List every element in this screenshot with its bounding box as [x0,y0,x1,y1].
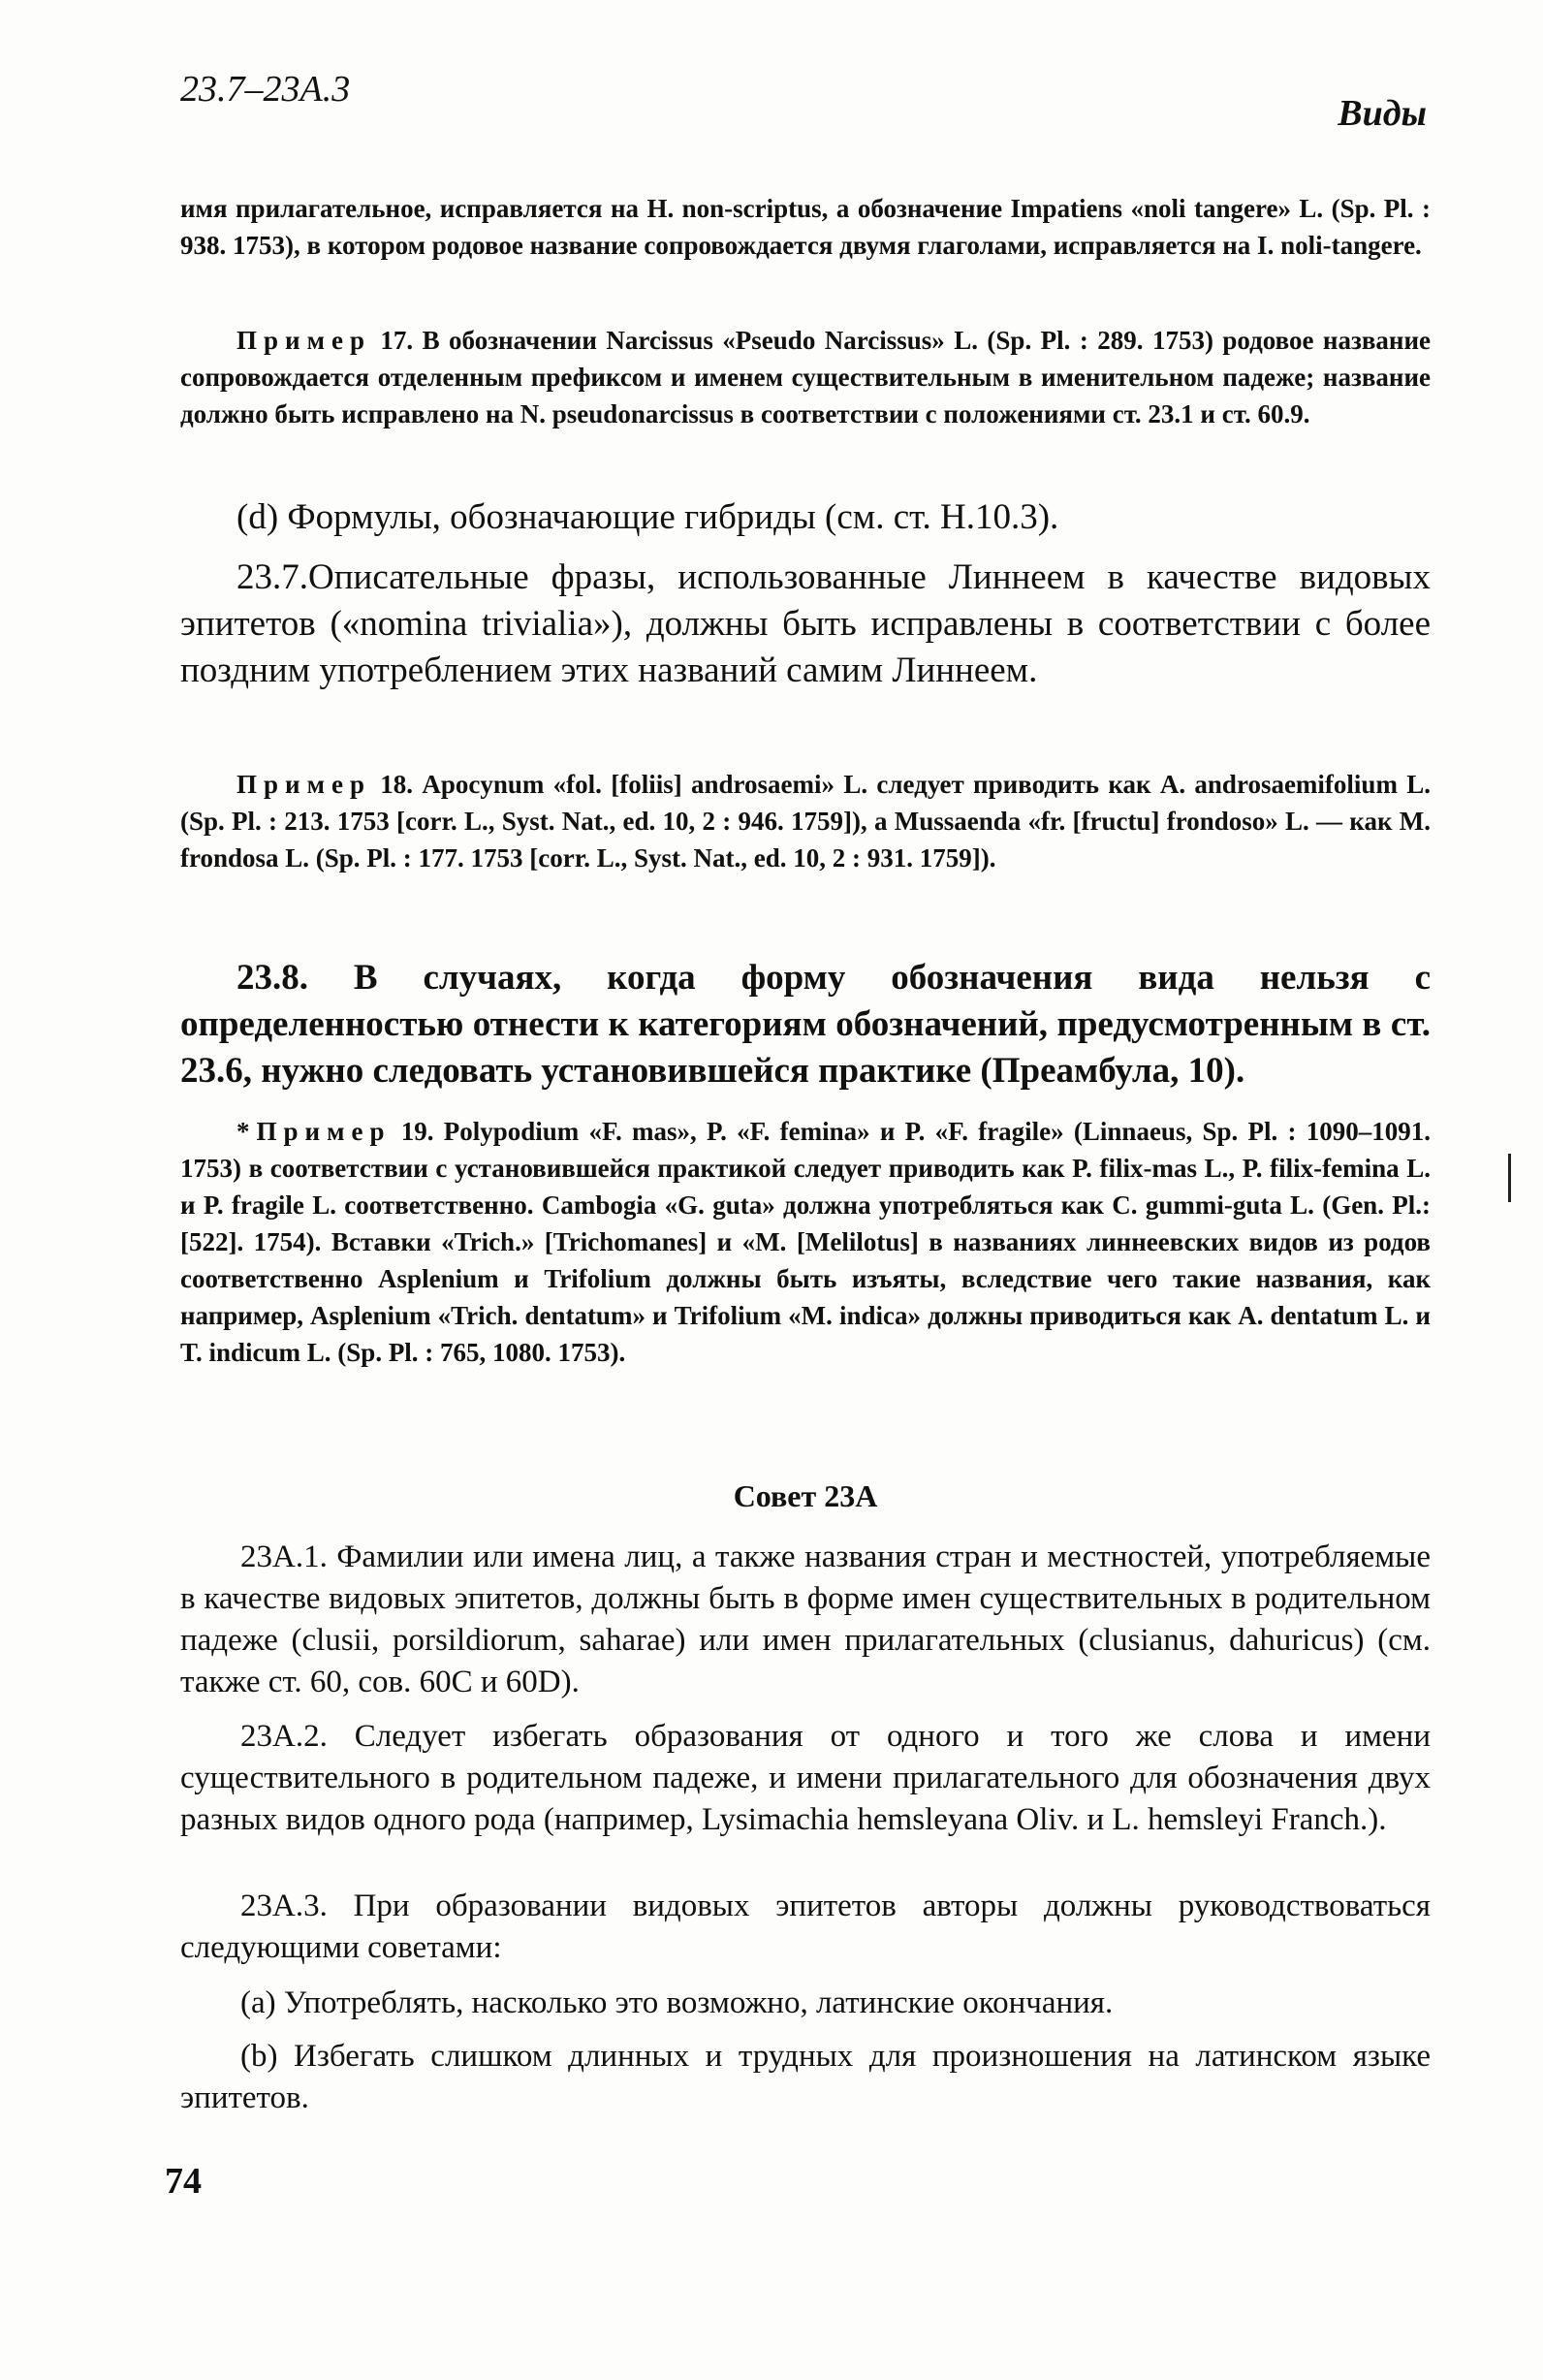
advice-23A-2-text: 23A.2. Следует избегать образования от одного и того же слова и имени существительного в родительном падеже, и имени прилагательного для обозначения двух разных видов одного рода (например, Lysimachia hemsleyana Oliv. и L. hemsleyi Franch.). [180,1719,1431,1837]
example-18-label: Пример [236,770,371,799]
advice-heading: Совет 23A [733,1478,878,1513]
example-17-label: Пример [236,326,371,355]
intro-text: имя прилагательное, исправляется на H. non-scriptus, а обозначение Impatiens «noli tangere» L. (Sp. Pl. : 938. 1753), в котором родовое название сопровождается двумя глаголами, исправляется на I. noli-tangere. [180,194,1431,260]
article-23-7 [180,555,1431,694]
item-d [180,494,1431,541]
example-18-text: 18. Apocynum «fol. [foliis] androsaemi» L. следует приводить как A. androsaemifolium L. (Sp. Pl. : 213. 1753 [corr. L., Syst. Nat., ed. 10, 2 : 946. 1759]), а Mussaenda «fr. [fructu] frondoso» L. — как M. frondosa L. (Sp. Pl. : 177. 1753 [corr. L., Syst. Nat., ed. 10, 2 : 931. 1759]). [180,770,1431,873]
article-23-8-text: 23.8. В случаях, когда форму обозначения вида нельзя с определенностью отнести к категориям обозначений, предусмотренным в ст. 23.6, нужно следовать установившейся практике (Преамбула, 10). [180,958,1431,1091]
example-19 [180,1113,1431,1371]
example-19-label: *Пример [236,1117,392,1146]
advice-23A-3 [180,1886,1431,1969]
margin-bar [1508,1154,1511,1202]
advice-23A-1-text: 23A.1. Фамилии или имена лиц, а также названия стран и местностей, употребляемые в качестве видовых эпитетов, должны быть в форме имен существительных в родительном падеже (clusii, porsildiorum, saharae) или имен прилагательных (clusianus, dahuricus) (см. также ст. 60, сов. 60C и 60D). [180,1539,1431,1699]
advice-23A-3-text: 23A.3. При образовании видовых эпитетов авторы должны руководствоваться следующими советами: [180,1888,1431,1965]
running-header-right: Виды [1338,93,1427,134]
advice-a-text: (a) Употреблять, насколько это возможно, латинские окончания. [240,1985,1114,2020]
page-number: 74 [165,2161,202,2202]
advice-b [180,2036,1431,2119]
intro-paragraph [180,190,1431,264]
example-17-text: 17. В обозначении Narcissus «Pseudo Narcissus» L. (Sp. Pl. : 289. 1753) родовое название сопровождается отделенным префиксом и именем существительным в именительном падеже; название должно быть исправлено на N. pseudonarcissus в соответствии с положениями ст. 23.1 и ст. 60.9. [180,326,1431,428]
article-23-8 [180,955,1431,1095]
advice-23A-1 [180,1537,1431,1703]
example-19-text: 19. Polypodium «F. mas», P. «F. femina» и P. «F. fragile» (Linnaeus, Sp. Pl. : 1090–1091. 1753) в соответствии с установившейся практикой следует приводить как P. filix-mas L., P. filix-femina L. и P. fragile L. соответственно. Cambogia «G. guta» должна употребляться как C. gummi-guta L. (Gen. Pl.: [522]. 1754). Вставки «Trich.» [Trichomanes] и «M. [Melilotus] в названиях линнеевских видов из родов соответственно Asplenium и Trifolium должны быть изъяты, вследствие чего такие названия, как например, Asplenium «Trich. dentatum» и Trifolium «M. indica» должны приводиться как A. dentatum L. и T. indicum L. (Sp. Pl. : 765, 1080. 1753). [180,1117,1432,1367]
running-header-left: 23.7–23A.3 [180,69,351,110]
example-18 [180,766,1431,876]
advice-a [180,1983,1431,2024]
advice-23A-2 [180,1716,1431,1841]
example-17 [180,322,1431,432]
item-d-text: (d) Формулы, обозначающие гибриды (см. ст. H.10.3). [236,497,1059,537]
advice-b-text: (b) Избегать слишком длинных и трудных для произношения на латинском языке эпитетов. [180,2039,1431,2115]
article-23-7-text: 23.7.Описательные фразы, использованные Линнеем в качестве видовых эпитетов («nomina trivialia»), должны быть исправлены в соответствии с более поздним употреблением этих названий самим Линнеем. [180,557,1431,690]
